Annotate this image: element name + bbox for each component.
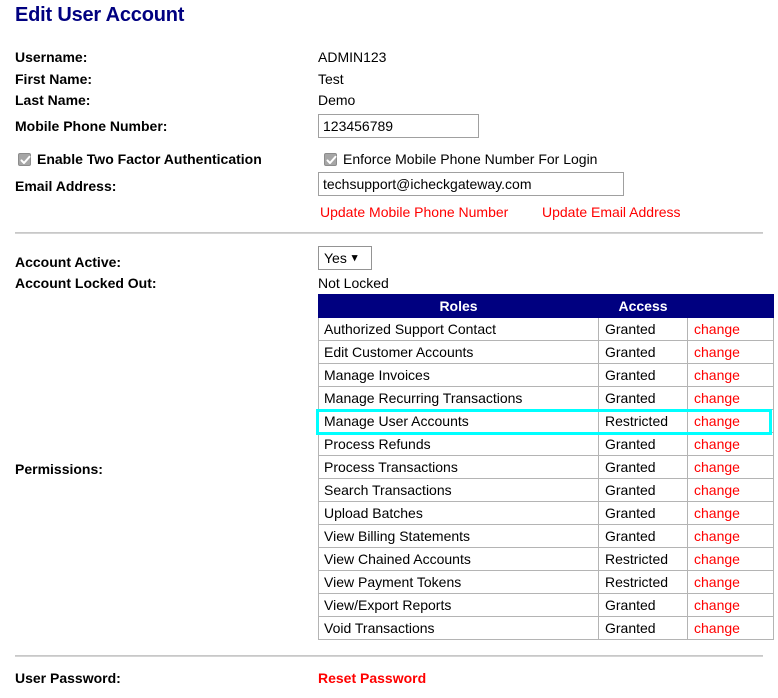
column-header-roles: Roles [319,295,599,318]
update-email-link[interactable]: Update Email Address [542,204,681,220]
role-name: Manage User Accounts [319,410,599,433]
change-link[interactable]: change [694,390,740,406]
table-row [319,571,774,594]
role-access: Granted [599,456,688,479]
role-access: Granted [599,318,688,341]
change-link[interactable]: change [694,528,740,544]
checkbox-checked-icon[interactable] [324,153,337,166]
section-divider-bottom [15,655,763,657]
account-locked-value: Not Locked [318,275,389,291]
table-row [319,341,774,364]
role-access: Granted [599,479,688,502]
role-name: Upload Batches [319,502,599,525]
role-name: Process Transactions [319,456,599,479]
change-link[interactable]: change [694,551,740,567]
update-mobile-phone-link[interactable]: Update Mobile Phone Number [320,204,509,220]
role-name: Manage Invoices [319,364,599,387]
role-name: Search Transactions [319,479,599,502]
first-name-value: Test [318,71,344,87]
table-row [319,548,774,571]
role-access: Restricted [599,410,688,433]
page-title: Edit User Account [15,4,185,26]
last-name-value: Demo [318,92,356,108]
role-access: Granted [599,387,688,410]
role-access: Granted [599,341,688,364]
change-link[interactable]: change [694,597,740,613]
username-label: Username: [15,49,88,65]
role-change-cell [688,548,774,571]
reset-password-link[interactable]: Reset Password [318,670,427,686]
account-locked-label: Account Locked Out: [15,275,157,291]
role-change-cell [688,525,774,548]
change-link[interactable]: change [694,620,740,636]
table-row [319,456,774,479]
account-active-selected-value: Yes [324,250,347,266]
change-link[interactable]: change [694,482,740,498]
roles-table-header-row [319,295,774,318]
table-row [319,433,774,456]
role-change-cell [688,479,774,502]
table-row [319,479,774,502]
two-factor-checkbox-row[interactable] [18,151,262,167]
role-change-cell [688,594,774,617]
table-row [319,525,774,548]
username-value: ADMIN123 [318,49,387,65]
table-row [319,364,774,387]
role-access: Granted [599,364,688,387]
user-password-label: User Password: [15,670,121,686]
change-link[interactable]: change [694,505,740,521]
mobile-phone-input[interactable] [318,114,479,138]
table-row-highlighted [319,410,774,433]
chevron-down-icon: ▾ [351,251,358,264]
role-change-cell [688,617,774,640]
column-header-action [688,295,774,318]
role-access: Granted [599,525,688,548]
role-change-cell [688,433,774,456]
first-name-label: First Name: [15,71,93,87]
section-divider-top [15,232,763,234]
table-row [319,617,774,640]
change-link[interactable]: change [694,367,740,383]
role-change-cell [688,364,774,387]
table-row [319,594,774,617]
change-link[interactable]: change [694,321,740,337]
checkbox-checked-icon[interactable] [18,153,31,166]
role-access: Restricted [599,571,688,594]
permissions-label: Permissions: [15,461,103,477]
table-row [319,502,774,525]
role-name: View Chained Accounts [319,548,599,571]
role-access: Granted [599,502,688,525]
role-name: View Payment Tokens [319,571,599,594]
roles-table-body [319,318,774,640]
change-link[interactable]: change [694,344,740,360]
role-name: Void Transactions [319,617,599,640]
email-label: Email Address: [15,178,117,194]
role-name: Authorized Support Contact [319,318,599,341]
roles-table [318,294,774,640]
account-active-label: Account Active: [15,254,122,270]
role-change-cell [688,341,774,364]
enforce-mobile-label: Enforce Mobile Phone Number For Login [343,151,598,167]
role-change-cell [688,387,774,410]
change-link[interactable]: change [694,574,740,590]
role-name: View/Export Reports [319,594,599,617]
change-link[interactable]: change [694,436,740,452]
mobile-phone-label: Mobile Phone Number: [15,118,168,134]
role-change-cell [688,318,774,341]
change-link[interactable]: change [694,459,740,475]
change-link[interactable]: change [694,413,740,429]
role-change-cell [688,502,774,525]
role-access: Granted [599,617,688,640]
two-factor-label: Enable Two Factor Authentication [37,151,262,167]
role-name: Edit Customer Accounts [319,341,599,364]
role-access: Granted [599,433,688,456]
role-name: View Billing Statements [319,525,599,548]
role-change-cell [688,410,774,433]
role-access: Granted [599,594,688,617]
role-change-cell [688,571,774,594]
role-change-cell [688,456,774,479]
enforce-mobile-checkbox-row[interactable] [324,151,597,167]
account-active-select[interactable] [318,246,372,270]
last-name-label: Last Name: [15,92,91,108]
table-row [319,387,774,410]
email-input[interactable] [318,172,624,196]
table-row [319,318,774,341]
role-access: Restricted [599,548,688,571]
role-name: Process Refunds [319,433,599,456]
column-header-access: Access [599,295,688,318]
role-name: Manage Recurring Transactions [319,387,599,410]
